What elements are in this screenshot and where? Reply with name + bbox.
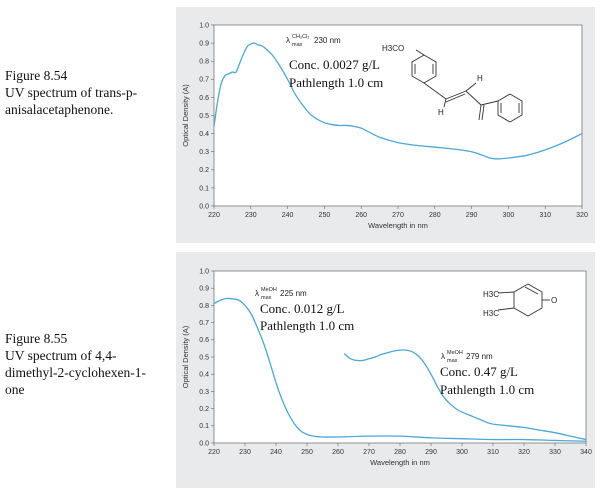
vinyl-h-lower: H	[438, 108, 444, 117]
lambda-value: 230 nm	[314, 36, 341, 45]
lambda-subscript: max	[447, 358, 458, 364]
y-tick-label: 0.5	[199, 112, 209, 120]
y-axis-title: Optical Density (A)	[181, 325, 190, 389]
y-tick-label: 0.9	[199, 40, 209, 48]
methyl-lower-label: H3C	[483, 309, 500, 318]
y-tick-label: 0.5	[199, 354, 209, 362]
y-tick-label: 0.1	[199, 185, 209, 193]
axes-group	[181, 268, 592, 467]
y-tick-label: 0.4	[199, 371, 209, 379]
x-tick-label: 250	[301, 449, 313, 456]
pathlength-label: Pathlength 1.0 cm	[440, 382, 535, 397]
y-axis-title: Optical Density (A)	[181, 84, 190, 147]
y-tick-label: 0.6	[199, 337, 209, 345]
x-tick-label: 290	[465, 212, 478, 219]
methoxy-label: H3CO	[382, 44, 405, 53]
x-tick-label: 220	[208, 212, 220, 219]
x-tick-label: 230	[239, 449, 251, 456]
vinyl-h-upper: H	[477, 74, 483, 83]
y-tick-label: 0.8	[199, 302, 209, 310]
lambda-subscript: max	[292, 42, 303, 48]
uv-spectrum-chart-8-55	[176, 252, 595, 488]
lambda-symbol: λ	[441, 352, 445, 361]
y-tick-label: 0.2	[199, 167, 209, 175]
pathlength-label: Pathlength 1.0 cm	[260, 318, 355, 333]
y-tick-label: 0.7	[199, 320, 209, 327]
y-tick-label: 0.2	[199, 406, 209, 413]
x-axis-title: Wavelength in nm	[368, 221, 428, 230]
caption-line: one	[5, 382, 25, 397]
x-tick-label: 290	[425, 449, 437, 456]
x-tick-label: 220	[208, 449, 220, 456]
x-tick-label: 260	[332, 449, 344, 456]
x-tick-label: 310	[539, 212, 552, 219]
concentration-label: Conc. 0.0027 g/L	[289, 57, 380, 72]
y-tick-label: 0.8	[199, 58, 209, 66]
caption-line: anisalacetaphenone.	[5, 102, 114, 117]
y-tick-label: 0.6	[199, 94, 209, 102]
x-tick-label: 320	[518, 449, 530, 456]
caption-line: UV spectrum of 4,4-	[5, 348, 117, 363]
y-tick-label: 0.0	[199, 203, 209, 211]
methyl-upper-label: H3C	[483, 290, 500, 299]
x-tick-label: 280	[394, 449, 406, 456]
y-tick-label: 1.0	[199, 268, 209, 276]
x-tick-label: 270	[363, 449, 375, 456]
lambda-value: 225 nm	[280, 289, 307, 298]
caption-line: UV spectrum of trans-p-	[5, 85, 138, 100]
lambda-solvent: CH₂Cl₂	[292, 34, 310, 40]
x-tick-label: 260	[355, 212, 368, 219]
y-tick-label: 0.9	[199, 285, 209, 293]
lambda-symbol: λ	[255, 289, 259, 298]
concentration-label: Conc. 0.012 g/L	[260, 301, 345, 316]
y-tick-label: 1.0	[199, 22, 209, 30]
caption-line: Figure 8.54	[5, 68, 68, 83]
x-tick-label: 330	[549, 449, 561, 456]
x-tick-label: 230	[244, 212, 257, 219]
concentration-label: Conc. 0.47 g/L	[440, 364, 518, 379]
y-tick-label: 0.4	[199, 131, 209, 138]
x-tick-label: 250	[318, 212, 331, 219]
y-tick-label: 0.7	[199, 76, 209, 84]
x-tick-label: 340	[580, 449, 592, 456]
caption-line: dimethyl-2-cyclohexen-1-	[5, 365, 146, 380]
pathlength-label: Pathlength 1.0 cm	[289, 75, 384, 90]
lambda-value: 279 nm	[466, 352, 493, 361]
figure-8-54-caption	[5, 67, 173, 118]
uv-spectrum-chart-8-54	[176, 7, 595, 243]
y-tick-label: 0.3	[199, 149, 209, 157]
oxygen-label: O	[551, 296, 558, 305]
x-tick-label: 270	[392, 212, 404, 219]
axes-group	[181, 22, 588, 230]
x-tick-label: 240	[281, 212, 294, 219]
x-tick-label: 310	[487, 449, 499, 456]
caption-line: Figure 8.55	[5, 331, 68, 346]
lambda-solvent: MeOH	[261, 287, 277, 293]
lambda-max-label	[286, 36, 290, 45]
lambda-subscript: max	[261, 295, 272, 301]
y-tick-label: 0.0	[199, 440, 209, 448]
chart-panel-8-55	[176, 252, 595, 488]
chart-panel-8-54	[176, 7, 595, 243]
x-tick-label: 280	[428, 212, 441, 219]
y-tick-label: 0.1	[199, 423, 209, 431]
y-tick-label: 0.3	[199, 388, 209, 396]
x-axis-title: Wavelength in nm	[370, 458, 430, 467]
lambda-symbol: λ	[286, 36, 290, 45]
x-tick-label: 300	[502, 212, 515, 219]
x-tick-label: 240	[270, 449, 282, 456]
x-tick-label: 300	[456, 449, 468, 456]
x-tick-label: 320	[576, 212, 588, 219]
lambda-solvent: MeOH	[447, 350, 463, 356]
figure-8-55-caption	[5, 330, 173, 398]
